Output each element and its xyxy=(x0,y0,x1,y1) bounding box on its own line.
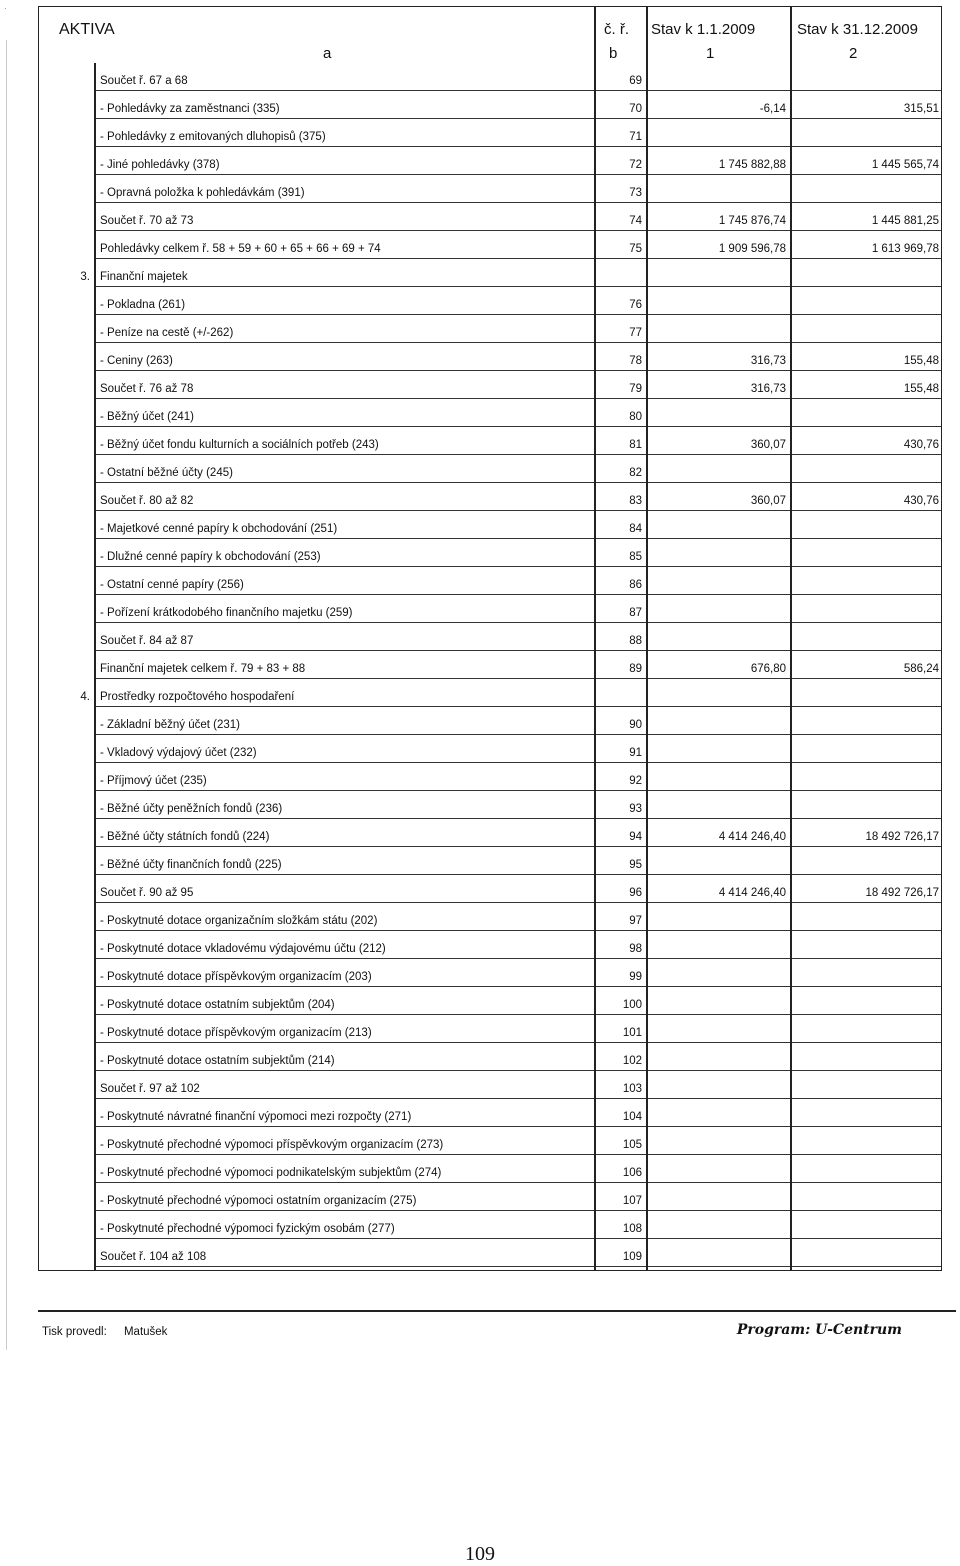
value-end: 155,48 xyxy=(903,355,939,367)
section-number xyxy=(39,539,94,567)
table-row xyxy=(39,399,941,427)
value-start: 676,80 xyxy=(750,663,786,675)
footer-rule xyxy=(38,1310,956,1312)
value-end xyxy=(790,903,943,931)
value-start: -6,14 xyxy=(759,103,786,115)
value-end xyxy=(790,1127,943,1155)
section-number xyxy=(39,623,94,651)
row-number: 90 xyxy=(629,719,642,731)
table-row xyxy=(39,903,941,931)
row-number: 94 xyxy=(629,831,642,843)
value-end xyxy=(790,399,943,427)
table-row xyxy=(39,1043,941,1071)
section-number xyxy=(39,1071,94,1099)
row-number: 77 xyxy=(629,327,642,339)
section-number xyxy=(39,119,94,147)
row-number: 72 xyxy=(629,159,642,171)
table-row xyxy=(39,987,941,1015)
row-number: 103 xyxy=(622,1083,642,1095)
section-number xyxy=(39,1099,94,1127)
value-start xyxy=(646,1043,790,1071)
table-row xyxy=(39,455,941,483)
value-start xyxy=(646,903,790,931)
value-end: 1 613 969,78 xyxy=(871,243,939,255)
row-number: 97 xyxy=(629,915,642,927)
section-number xyxy=(39,595,94,623)
value-end xyxy=(790,1155,943,1183)
divider-a-b xyxy=(594,7,596,1270)
table-row xyxy=(39,315,941,343)
scan-edge xyxy=(6,40,7,1350)
row-label: - Poskytnuté dotace příspěvkovým organizacím (203) xyxy=(100,971,372,983)
row-label: Součet ř. 84 až 87 xyxy=(100,635,194,647)
section-number xyxy=(39,371,94,399)
section-number xyxy=(39,147,94,175)
value-end xyxy=(790,1183,943,1211)
row-label: - Poskytnuté návratné finanční výpomoci mezi rozpočty (271) xyxy=(100,1111,412,1123)
row-number: 104 xyxy=(622,1111,642,1123)
table-row xyxy=(39,231,941,259)
table-row xyxy=(39,483,941,511)
section-number xyxy=(39,287,94,315)
table-row xyxy=(39,651,941,679)
section-number xyxy=(39,1043,94,1071)
section-number xyxy=(39,399,94,427)
value-start: 1 745 876,74 xyxy=(718,215,786,227)
value-start: 360,07 xyxy=(750,439,786,451)
aktiva-title: AKTIVA xyxy=(59,21,115,38)
row-label: - Poskytnuté dotace organizačním složkám státu (202) xyxy=(100,915,378,927)
header-sub-2: 2 xyxy=(849,45,858,62)
value-end: 586,24 xyxy=(903,663,939,675)
table-row xyxy=(39,91,941,119)
value-end xyxy=(790,455,943,483)
value-end xyxy=(790,623,943,651)
row-number: 85 xyxy=(629,551,642,563)
row-label: Součet ř. 76 až 78 xyxy=(100,383,194,395)
table-row xyxy=(39,511,941,539)
value-end xyxy=(790,735,943,763)
row-number: 107 xyxy=(622,1195,642,1207)
value-start xyxy=(646,931,790,959)
value-start xyxy=(646,119,790,147)
value-start xyxy=(646,1155,790,1183)
value-start xyxy=(646,987,790,1015)
value-start xyxy=(646,399,790,427)
section-number xyxy=(39,763,94,791)
header-row-number: č. ř. xyxy=(604,21,629,38)
section-number xyxy=(39,91,94,119)
table-row xyxy=(39,567,941,595)
section-number xyxy=(39,847,94,875)
scan-mark: · xyxy=(4,4,7,13)
table-row xyxy=(39,1015,941,1043)
row-rule xyxy=(94,1266,941,1267)
row-label: Součet ř. 67 a 68 xyxy=(100,75,188,87)
row-label: - Jiné pohledávky (378) xyxy=(100,159,220,171)
row-number: 98 xyxy=(629,943,642,955)
section-number xyxy=(39,511,94,539)
value-end: 155,48 xyxy=(903,383,939,395)
value-start xyxy=(646,511,790,539)
value-end: 18 492 726,17 xyxy=(865,831,939,843)
table-row xyxy=(39,427,941,455)
section-number xyxy=(39,1127,94,1155)
value-start xyxy=(646,1127,790,1155)
row-label: - Poskytnuté dotace ostatním subjektům (204) xyxy=(100,999,335,1011)
row-label: - Běžné účty peněžních fondů (236) xyxy=(100,803,283,815)
row-number: 106 xyxy=(622,1167,642,1179)
value-end xyxy=(790,1099,943,1127)
value-start xyxy=(646,791,790,819)
value-start: 1 909 596,78 xyxy=(718,243,786,255)
table-row xyxy=(39,595,941,623)
row-number: 109 xyxy=(622,1251,642,1263)
table-row xyxy=(39,791,941,819)
value-end: 315,51 xyxy=(903,103,939,115)
page-number: 109 xyxy=(465,1543,495,1565)
section-number xyxy=(39,959,94,987)
table-row xyxy=(39,931,941,959)
row-label: - Opravná položka k pohledávkám (391) xyxy=(100,187,305,199)
section-number xyxy=(39,819,94,847)
table-row xyxy=(39,63,941,91)
section-number xyxy=(39,735,94,763)
row-number: 78 xyxy=(629,355,642,367)
row-label: - Peníze na cestě (+/-262) xyxy=(100,327,234,339)
value-start xyxy=(646,455,790,483)
row-number: 82 xyxy=(629,467,642,479)
row-label: - Poskytnuté přechodné výpomoci fyzickým osobám (277) xyxy=(100,1223,395,1235)
header-state-start: Stav k 1.1.2009 xyxy=(651,21,756,38)
value-end xyxy=(790,175,943,203)
value-end xyxy=(790,567,943,595)
row-number: 73 xyxy=(629,187,642,199)
printed-by-name: Matušek xyxy=(123,1326,168,1338)
value-end xyxy=(790,931,943,959)
value-start xyxy=(646,567,790,595)
value-start xyxy=(646,959,790,987)
row-label: - Poskytnuté přechodné výpomoci podnikatelským subjektům (274) xyxy=(100,1167,442,1179)
row-label: Součet ř. 104 až 108 xyxy=(100,1251,207,1263)
header-state-end: Stav k 31.12.2009 xyxy=(797,21,918,38)
row-number: 74 xyxy=(629,215,642,227)
value-start xyxy=(646,679,790,707)
row-number xyxy=(594,679,646,707)
value-start xyxy=(646,763,790,791)
value-start xyxy=(646,1211,790,1239)
row-number: 69 xyxy=(629,75,642,87)
row-label: - Běžný účet fondu kulturních a sociálních potřeb (243) xyxy=(100,439,379,451)
value-end xyxy=(790,791,943,819)
header-sub-1: 1 xyxy=(706,45,715,62)
table-row xyxy=(39,1099,941,1127)
row-label: - Příjmový účet (235) xyxy=(100,775,207,787)
section-number xyxy=(39,203,94,231)
value-end xyxy=(790,511,943,539)
value-start: 316,73 xyxy=(750,383,786,395)
table-row xyxy=(39,343,941,371)
row-number xyxy=(594,259,646,287)
value-end xyxy=(790,1043,943,1071)
value-end: 18 492 726,17 xyxy=(865,887,939,899)
table-row xyxy=(39,1071,941,1099)
row-number: 70 xyxy=(629,103,642,115)
balance-sheet-table xyxy=(38,6,942,1271)
header-sub-b: b xyxy=(609,45,618,62)
value-start: 316,73 xyxy=(750,355,786,367)
section-number xyxy=(39,315,94,343)
value-end xyxy=(790,287,943,315)
table-row xyxy=(39,763,941,791)
row-number: 95 xyxy=(629,859,642,871)
value-end: 1 445 881,25 xyxy=(871,215,939,227)
table-row xyxy=(39,623,941,651)
row-label: - Ostatní běžné účty (245) xyxy=(100,467,233,479)
table-row xyxy=(39,1155,941,1183)
section-number xyxy=(39,1211,94,1239)
value-end xyxy=(790,959,943,987)
value-end: 430,76 xyxy=(903,439,939,451)
row-label: - Ostatní cenné papíry (256) xyxy=(100,579,244,591)
table-header xyxy=(39,7,941,63)
row-label: Součet ř. 70 až 73 xyxy=(100,215,194,227)
table-row xyxy=(39,1239,941,1267)
value-start xyxy=(646,1071,790,1099)
table-row xyxy=(39,119,941,147)
row-label: - Vkladový výdajový účet (232) xyxy=(100,747,257,759)
value-start xyxy=(646,315,790,343)
row-label: - Pohledávky za zaměstnanci (335) xyxy=(100,103,280,115)
value-end xyxy=(790,315,943,343)
value-start xyxy=(646,707,790,735)
row-label: - Běžné účty finančních fondů (225) xyxy=(100,859,282,871)
row-number: 84 xyxy=(629,523,642,535)
value-start xyxy=(646,847,790,875)
row-label: Pohledávky celkem ř. 58 + 59 + 60 + 65 + 66 + 69 + 74 xyxy=(100,243,381,255)
row-number: 102 xyxy=(622,1055,642,1067)
table-row xyxy=(39,371,941,399)
row-number: 88 xyxy=(629,635,642,647)
value-start xyxy=(646,63,790,91)
row-number: 100 xyxy=(622,999,642,1011)
table-row xyxy=(39,287,941,315)
section-number xyxy=(39,791,94,819)
table-row xyxy=(39,259,941,287)
row-number: 76 xyxy=(629,299,642,311)
value-end xyxy=(790,1211,943,1239)
footer-printed-by xyxy=(42,1326,181,1338)
section-number xyxy=(39,175,94,203)
row-label: Součet ř. 80 až 82 xyxy=(100,495,194,507)
value-start xyxy=(646,1015,790,1043)
value-start: 1 745 882,88 xyxy=(718,159,786,171)
value-end: 1 445 565,74 xyxy=(871,159,939,171)
value-start xyxy=(646,175,790,203)
row-number: 93 xyxy=(629,803,642,815)
row-number: 75 xyxy=(629,243,642,255)
row-label: - Základní běžný účet (231) xyxy=(100,719,240,731)
divider-sec xyxy=(94,63,96,1270)
table-row xyxy=(39,707,941,735)
row-number: 79 xyxy=(629,383,642,395)
row-number: 80 xyxy=(629,411,642,423)
section-number xyxy=(39,931,94,959)
row-number: 108 xyxy=(622,1223,642,1235)
value-end xyxy=(790,259,943,287)
value-end xyxy=(790,847,943,875)
value-end xyxy=(790,987,943,1015)
divider-1-2 xyxy=(790,7,792,1270)
value-end xyxy=(790,1071,943,1099)
row-number: 81 xyxy=(629,439,642,451)
row-label: - Pohledávky z emitovaných dluhopisů (375) xyxy=(100,131,326,143)
row-label: Finanční majetek xyxy=(100,271,188,283)
row-number: 71 xyxy=(629,131,642,143)
section-number xyxy=(39,987,94,1015)
value-end xyxy=(790,707,943,735)
row-number: 105 xyxy=(622,1139,642,1151)
value-start xyxy=(646,259,790,287)
row-label: - Dlužné cenné papíry k obchodování (253) xyxy=(100,551,321,563)
row-number: 101 xyxy=(622,1027,642,1039)
table-row xyxy=(39,875,941,903)
value-start xyxy=(646,1099,790,1127)
row-label: - Pokladna (261) xyxy=(100,299,186,311)
row-label: Finanční majetek celkem ř. 79 + 83 + 88 xyxy=(100,663,306,675)
table-row xyxy=(39,847,941,875)
row-label: - Poskytnuté dotace vkladovému výdajovému účtu (212) xyxy=(100,943,386,955)
row-label: Součet ř. 90 až 95 xyxy=(100,887,194,899)
row-label: - Ceniny (263) xyxy=(100,355,173,367)
row-label: - Běžný účet (241) xyxy=(100,411,194,423)
row-label: - Poskytnuté přechodné výpomoci ostatním organizacím (275) xyxy=(100,1195,417,1207)
table-row xyxy=(39,1211,941,1239)
section-number xyxy=(39,1155,94,1183)
value-end xyxy=(790,595,943,623)
section-number xyxy=(39,343,94,371)
value-start: 4 414 246,40 xyxy=(718,887,786,899)
value-start xyxy=(646,1183,790,1211)
value-end xyxy=(790,119,943,147)
section-number xyxy=(39,567,94,595)
row-label: Prostředky rozpočtového hospodaření xyxy=(100,691,295,703)
row-number: 83 xyxy=(629,495,642,507)
table-row xyxy=(39,735,941,763)
section-number xyxy=(39,1015,94,1043)
table-row xyxy=(39,1183,941,1211)
table-row xyxy=(39,203,941,231)
value-end xyxy=(790,679,943,707)
section-number xyxy=(39,903,94,931)
row-label: - Poskytnuté přechodné výpomoci příspěvkovým organizacím (273) xyxy=(100,1139,444,1151)
row-number: 89 xyxy=(629,663,642,675)
value-end xyxy=(790,1239,943,1267)
table-row xyxy=(39,679,941,707)
section-number xyxy=(39,427,94,455)
row-number: 91 xyxy=(629,747,642,759)
row-number: 92 xyxy=(629,775,642,787)
section-number xyxy=(39,1183,94,1211)
row-label: - Běžné účty státních fondů (224) xyxy=(100,831,270,843)
section-number xyxy=(39,231,94,259)
printed-by-label: Tisk provedl: xyxy=(42,1326,107,1338)
value-end xyxy=(790,1015,943,1043)
divider-b-1 xyxy=(646,7,648,1270)
row-number: 99 xyxy=(629,971,642,983)
table-row xyxy=(39,959,941,987)
value-start xyxy=(646,1239,790,1267)
value-end xyxy=(790,539,943,567)
row-label: - Majetkové cenné papíry k obchodování (251) xyxy=(100,523,338,535)
row-number: 87 xyxy=(629,607,642,619)
section-number: 3. xyxy=(80,271,90,283)
value-start xyxy=(646,623,790,651)
table-row xyxy=(39,819,941,847)
value-start xyxy=(646,539,790,567)
section-number xyxy=(39,483,94,511)
table-row xyxy=(39,1127,941,1155)
row-number: 86 xyxy=(629,579,642,591)
section-number xyxy=(39,63,94,91)
section-number xyxy=(39,707,94,735)
table-row xyxy=(39,539,941,567)
row-label: - Poskytnuté dotace příspěvkovým organizacím (213) xyxy=(100,1027,372,1039)
row-label: - Poskytnuté dotace ostatním subjektům (214) xyxy=(100,1055,335,1067)
value-end xyxy=(790,763,943,791)
section-number xyxy=(39,455,94,483)
section-number: 4. xyxy=(80,691,90,703)
row-label: - Pořízení krátkodobého finančního majetku (259) xyxy=(100,607,353,619)
footer-program: Program: U-Centrum xyxy=(736,1322,902,1338)
table-row xyxy=(39,175,941,203)
value-end xyxy=(790,63,943,91)
value-start xyxy=(646,595,790,623)
value-start xyxy=(646,735,790,763)
section-number xyxy=(39,875,94,903)
header-sub-a: a xyxy=(323,45,332,62)
row-label: Součet ř. 97 až 102 xyxy=(100,1083,200,1095)
section-number xyxy=(39,651,94,679)
section-number xyxy=(39,1239,94,1267)
value-start xyxy=(646,287,790,315)
row-number: 96 xyxy=(629,887,642,899)
value-start: 4 414 246,40 xyxy=(718,831,786,843)
value-end: 430,76 xyxy=(903,495,939,507)
table-row xyxy=(39,147,941,175)
value-start: 360,07 xyxy=(750,495,786,507)
